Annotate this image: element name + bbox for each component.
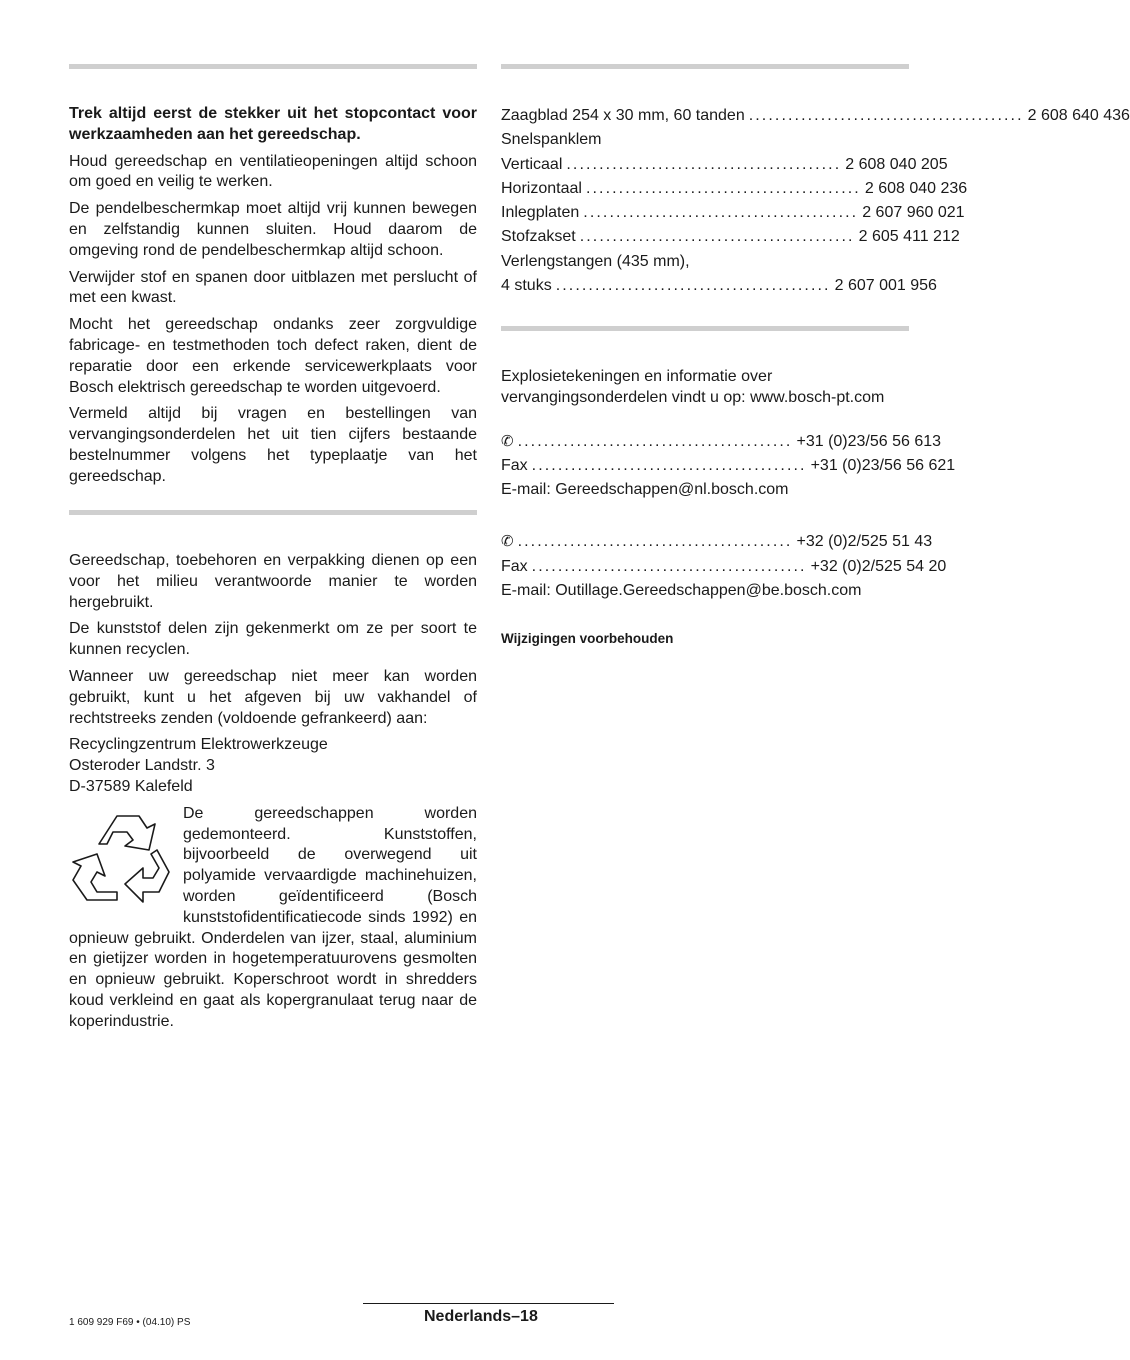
document-code: 1 609 929 F69 • (04.10) PS [69,1317,191,1328]
be-phone-row [501,529,933,554]
accessory-number: 2 608 040 205 [845,155,948,173]
environment-paragraph: Wanneer uw gereedschap niet meer kan worden gebruikt, kunt u het afgeven bij uw vakhandel of rechtstreeks zenden (voldoende gefrankeerd) aan: [69,667,477,727]
maintenance-paragraph: Mocht het gereedschap ondanks zeer zorgvuldige fabricage- en testmethoden toch defect raken, dient de reparatie door een erkende servicewerkplaats voor Bosch elektrisch gereedschap te worden uitgevoerd. [69,316,477,396]
footer-rule [363,1303,614,1304]
page-number: Nederlands–18 [424,1308,538,1325]
recycle-paragraph: De gereedschappen worden gedemonteerd. Kunststoffen, bijvoorbeeld de overwegend uit polyamide vervaardigde machinehuizen, worden geïdentificeerd (Bosch kunststofidentificatiecode sinds 1992) en opnieuw gebruikt. Onderdelen van ijzer, staal, aluminium en gietijzer worden in hogetemperatuurovens gesmolten en opnieuw gebruikt. Koperschroot wordt in shredders koud verkleind en gaat als kopergranulaat terug naar de koperindustrie. [69,804,477,1030]
accessory-row [501,274,937,298]
fax-number: +32 (0)2/525 54 20 [810,557,947,575]
address-line: D-37589 Kalefeld [69,777,193,795]
fax-number: +31 (0)23/56 56 621 [810,456,956,474]
dot-leader: .......................................... [583,204,859,222]
dot-leader: .......................................... [531,456,807,474]
accessory-number: 2 605 411 212 [858,228,960,246]
environment-section [69,551,477,1039]
section-bar-maintenance [69,64,477,69]
recycle-icon [69,810,173,914]
section-bar-service [501,326,909,331]
accessory-row [501,177,968,201]
nl-phone-row [501,429,942,454]
address-line: Recyclingzentrum Elektrowerkzeuge [69,736,328,754]
service-section [501,367,956,650]
accessory-number: 2 607 001 956 [834,277,937,295]
dot-leader: .......................................... [585,179,861,197]
phone-number: +31 (0)23/56 56 613 [796,432,942,450]
accessory-label: Horizontaal [501,179,582,197]
be-fax-row [501,555,947,579]
changes-note: Wijzigingen voorbehouden [501,631,674,647]
accessory-number: 2 608 040 236 [864,179,968,197]
left-column [69,104,477,494]
accessory-row [501,153,948,177]
service-text: Explosietekeningen en informatie over vervangingsonderdelen vindt u op: www.bosch-pt.com [501,368,885,406]
dot-leader: .......................................... [579,228,855,246]
accessory-row [501,104,1130,128]
accessory-label: 4 stuks [501,277,552,295]
section-bar-environment [69,510,477,515]
environment-paragraph: De kunststof delen zijn gekenmerkt om ze per soort te kunnen recyclen. [69,620,477,659]
dot-leader: .......................................... [531,557,807,575]
address-line: Osteroder Landstr. 3 [69,757,215,775]
fax-label: Fax [501,557,528,575]
maintenance-paragraph: Houd gereedschap en ventilatieopeningen altijd schoon om goed en veilig te werken. [69,152,477,191]
maintenance-paragraph: Vermeld altijd bij vragen en bestellingen van vervangingsonderdelen het uit tien cijfers bestaande bestelnummer volgens het typeplaatje van het gereedschap. [69,405,477,485]
dot-leader: .......................................... [748,107,1024,124]
accessory-label: Inlegplaten [501,204,580,222]
accessory-number: 2 607 960 021 [862,204,965,222]
recycle-block [69,804,477,1039]
accessory-group-label: Verlengstangen (435 mm), [501,252,690,270]
section-bar-accessories [501,64,909,69]
maintenance-warning: Trek altijd eerst de stekker uit het stopcontact voor werkzaamheden aan het gereedschap. [69,105,477,143]
accessory-label: Stofzakset [501,228,576,246]
accessory-number: 2 608 640 436 [1027,107,1130,124]
phone-icon: ✆ [501,532,514,551]
accessory-row [501,201,965,225]
accessory-row [501,225,960,249]
fax-label: Fax [501,456,528,474]
phone-icon: ✆ [501,431,514,450]
dot-leader: .......................................... [555,277,831,295]
dot-leader: .......................................... [517,533,793,551]
environment-paragraph: Gereedschap, toebehoren en verpakking dienen op een voor het milieu verantwoorde manier te worden hergebruikt. [69,552,477,611]
accessory-group-label: Snelspanklem [501,131,602,149]
accessory-label: Zaagblad 254 x 30 mm, 60 tanden [501,107,745,124]
dot-leader: .......................................... [566,155,842,173]
accessory-label: Verticaal [501,155,563,173]
phone-number: +32 (0)2/525 51 43 [796,533,933,551]
be-email: E-mail: Outillage.Gereedschappen@be.bosch.com [501,582,862,600]
right-column [501,104,1130,298]
nl-fax-row [501,454,956,478]
nl-email: E-mail: Gereedschappen@nl.bosch.com [501,481,789,499]
maintenance-paragraph: De pendelbeschermkap moet altijd vrij kunnen bewegen en zelfstandig kunnen sluiten. Houd daarom de omgeving rond de pendelbeschermkap altijd schoon. [69,200,477,259]
recycling-address [69,735,477,797]
dot-leader: .......................................... [517,432,793,450]
maintenance-paragraph: Verwijder stof en spanen door uitblazen met perslucht of met een kwast. [69,268,477,307]
